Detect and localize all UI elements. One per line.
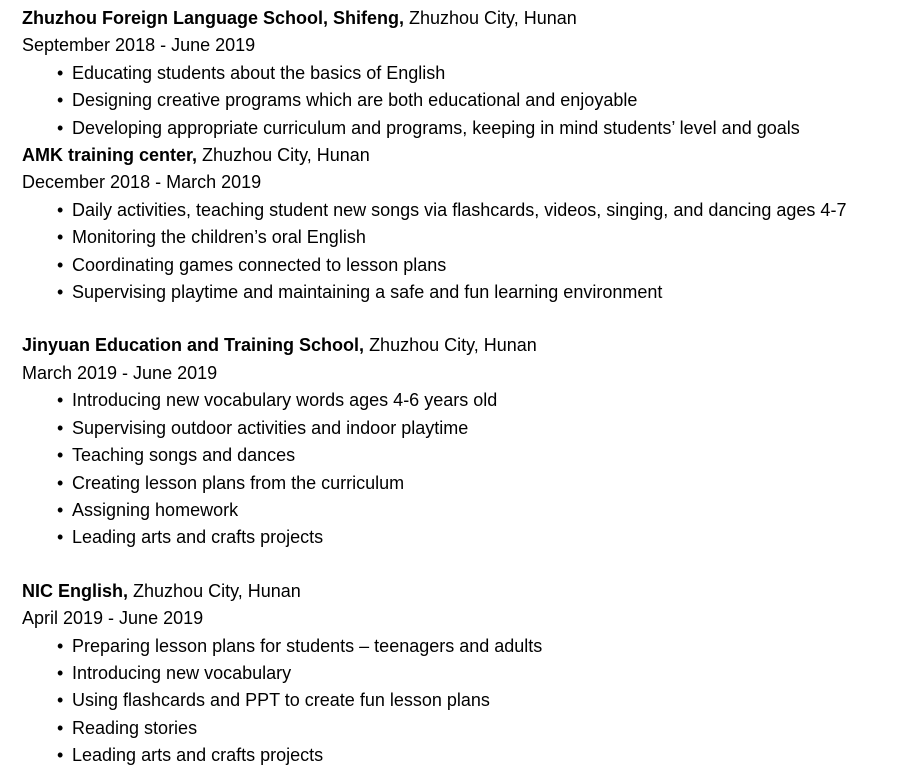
duty-text: Introducing new vocabulary	[72, 662, 292, 683]
bullet-icon: •	[57, 745, 64, 766]
bullet-icon: •	[57, 62, 64, 83]
job-location: Zhuzhou City, Hunan	[202, 145, 370, 166]
duties-list	[22, 633, 911, 770]
duties-list	[22, 60, 911, 142]
employer-name: NIC English,	[22, 580, 129, 601]
duty-text: Supervising outdoor activities and indoor playtime	[72, 417, 469, 438]
duty-item	[57, 197, 911, 224]
bullet-icon: •	[57, 390, 64, 411]
section-spacer	[22, 306, 911, 332]
duty-text: Daily activities, teaching student new songs via flashcards, videos, singing, and dancing ages 4-7	[72, 199, 847, 220]
employer-name: AMK training center,	[22, 145, 198, 166]
duty-item	[57, 60, 911, 87]
bullet-icon: •	[57, 417, 64, 438]
duty-text: Developing appropriate curriculum and programs, keeping in mind students’ level and goals	[72, 117, 800, 138]
duty-item	[57, 687, 911, 714]
bullet-icon: •	[57, 635, 64, 656]
bullet-icon: •	[57, 445, 64, 466]
duty-item	[57, 470, 911, 497]
duty-item	[57, 524, 911, 551]
job-entry	[22, 578, 911, 770]
bullet-icon: •	[57, 254, 64, 275]
job-header	[22, 142, 911, 169]
job-location: Zhuzhou City, Hunan	[133, 580, 301, 601]
duty-item	[57, 497, 911, 524]
bullet-icon: •	[57, 227, 64, 248]
duty-text: Designing creative programs which are both educational and enjoyable	[72, 90, 638, 111]
duty-item	[57, 115, 911, 142]
job-header	[22, 332, 911, 359]
employer-name: Jinyuan Education and Training School,	[22, 335, 365, 356]
duty-item	[57, 715, 911, 742]
duty-item	[57, 87, 911, 114]
bullet-icon: •	[57, 199, 64, 220]
duty-text: Leading arts and crafts projects	[72, 745, 324, 766]
employer-name: Zhuzhou Foreign Language School, Shifeng,	[22, 8, 404, 28]
job-dates: December 2018 - March 2019	[22, 172, 262, 193]
duty-text: Introducing new vocabulary words ages 4-6 years old	[72, 390, 498, 411]
job-entry	[22, 332, 911, 551]
duty-item	[57, 442, 911, 469]
bullet-icon: •	[57, 472, 64, 493]
duty-item	[57, 224, 911, 251]
duty-item	[57, 660, 911, 687]
job-location: Zhuzhou City, Hunan	[369, 335, 537, 356]
job-dates: September 2018 - June 2019	[22, 35, 256, 56]
bullet-icon: •	[57, 690, 64, 711]
duty-item	[57, 387, 911, 414]
bullet-icon: •	[57, 90, 64, 111]
job-dates: March 2019 - June 2019	[22, 362, 218, 383]
duty-text: Reading stories	[72, 717, 198, 738]
job-header	[22, 5, 911, 32]
duty-item	[57, 633, 911, 660]
duty-text: Monitoring the children’s oral English	[72, 227, 366, 248]
duty-text: Supervising playtime and maintaining a safe and fun learning environment	[72, 282, 663, 303]
bullet-icon: •	[57, 717, 64, 738]
job-entry	[22, 142, 911, 306]
duty-text: Creating lesson plans from the curriculum	[72, 472, 405, 493]
duties-list	[22, 197, 911, 307]
duty-text: Teaching songs and dances	[72, 445, 296, 466]
section-spacer	[22, 552, 911, 578]
job-header	[22, 578, 911, 605]
duties-list	[22, 387, 911, 551]
job-dates: April 2019 - June 2019	[22, 608, 204, 629]
bullet-icon: •	[57, 662, 64, 683]
duty-text: Leading arts and crafts projects	[72, 527, 324, 548]
duty-item	[57, 279, 911, 306]
duty-text: Assigning homework	[72, 499, 239, 520]
bullet-icon: •	[57, 282, 64, 303]
duty-text: Preparing lesson plans for students – teenagers and adults	[72, 635, 543, 656]
duty-text: Educating students about the basics of English	[72, 62, 446, 83]
duty-text: Using flashcards and PPT to create fun lesson plans	[72, 690, 490, 711]
job-entry	[22, 5, 911, 142]
duty-item	[57, 252, 911, 279]
bullet-icon: •	[57, 499, 64, 520]
bullet-icon: •	[57, 527, 64, 548]
bullet-icon: •	[57, 117, 64, 138]
job-location: Zhuzhou City, Hunan	[409, 8, 577, 28]
duty-item	[57, 415, 911, 442]
duty-text: Coordinating games connected to lesson plans	[72, 254, 447, 275]
duty-item	[57, 742, 911, 769]
